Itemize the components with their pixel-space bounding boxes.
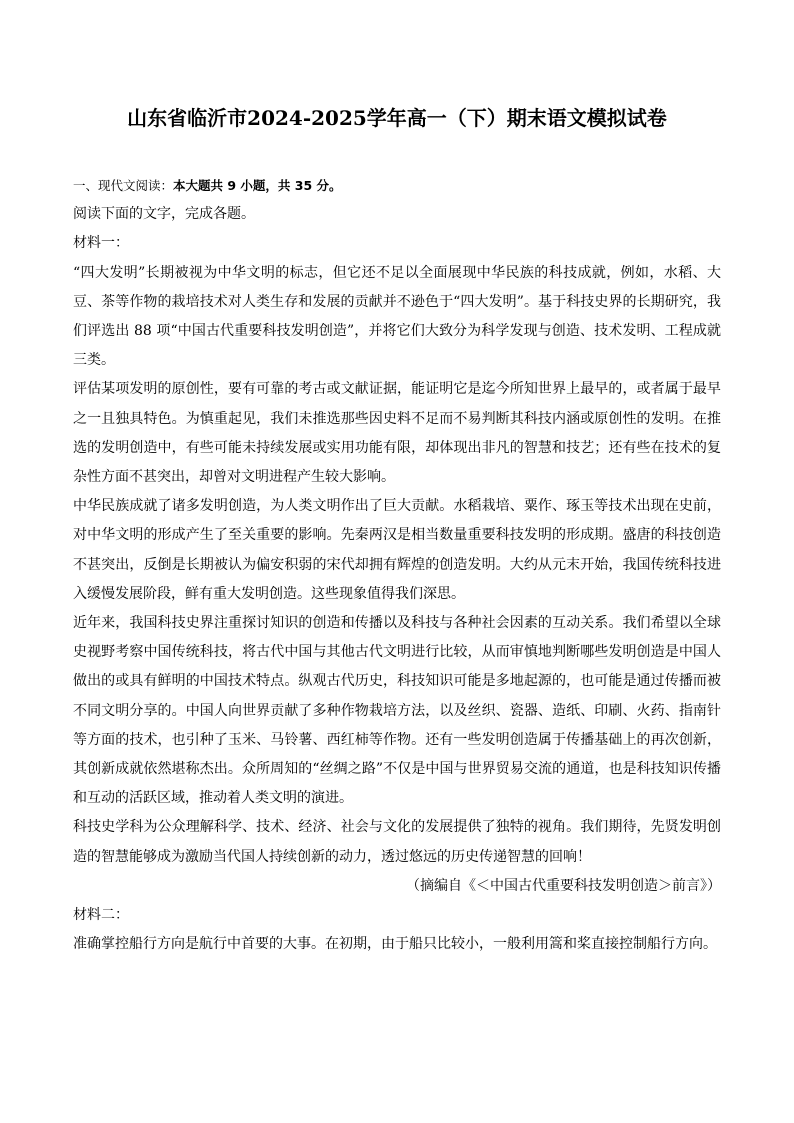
material-one-label: 材料一： xyxy=(73,235,129,252)
section-heading-prefix: 一、现代文阅读： xyxy=(73,178,174,193)
section-heading-detail: 本大题共 9 小题，共 35 分。 xyxy=(173,178,342,193)
material-two-label: 材料二： xyxy=(73,907,129,924)
section-heading xyxy=(73,171,721,200)
exam-title: 山东省临沂市2024-2025学年高一（下）期末语文模拟试卷 xyxy=(127,106,667,130)
material-one-paragraph-1: “四大发明”长期被视为中华文明的标志，但它还不足以全面展现中华民族的科技成就，例如，水稻、大豆、茶等作物的栽培技术对人类生存和发展的贡献并不逊色于“四大发明”。基于科技史界的长期研究，我们评选出 88 项“中国古代重要科技发明创造”，并将它们大致分为科学发现与创造、技术发明、工程成就三类。 xyxy=(73,264,721,369)
material-one-paragraph-5: 科技史学科为公众理解科学、技术、经济、社会与文化的发展提供了独特的视角。我们期待，先贤发明创造的智慧能够成为激励当代国人持续创新的动力，透过悠远的历史传递智慧的回响！ xyxy=(73,819,721,865)
reading-instruction: 阅读下面的文字，完成各题。 xyxy=(73,206,255,223)
exam-content xyxy=(73,171,721,959)
material-one-paragraph-4: 近年来，我国科技史界注重探讨知识的创造和传播以及科技与各种社会因素的互动关系。我们希望以全球史视野考察中国传统科技，将古代中国与其他古代文明进行比较，从而审慎地判断哪些发明创造是中国人做出的或具有鲜明的中国技术特点。纵观古代历史，科技知识可能是多地起源的，也可能是通过传播而被不同文明分享的。中国人向世界贡献了多种作物栽培方法，以及丝织、瓷器、造纸、印刷、火药、指南针等方面的技术，也引种了玉米、马铃薯、西红柿等作物。还有一些发明创造属于传播基础上的再次创新，其创新成就依然堪称杰出。众所周知的“丝绸之路”不仅是中国与世界贸易交流的通道，也是科技知识传播和互动的活跃区域，推动着人类文明的演进。 xyxy=(73,615,721,807)
material-one-paragraph-2: 评估某项发明的原创性，要有可靠的考古或文献证据，能证明它是迄今所知世界上最早的，或者属于最早之一且独具特色。为慎重起见，我们未推选那些因史料不足而不易判断其科技内涵或原创性的发明。在推选的发明创造中，有些可能未持续发展或实用功能有限，却体现出非凡的智慧和技艺；还有些在技术的复杂性方面不甚突出，却曾对文明进程产生较大影响。 xyxy=(73,381,721,486)
material-one-paragraph-3: 中华民族成就了诸多发明创造，为人类文明作出了巨大贡献。水稻栽培、粟作、琢玉等技术出现在史前，对中华文明的形成产生了至关重要的影响。先秦两汉是相当数量重要科技发明的形成期。盛唐的科技创造不甚突出，反倒是长期被认为偏安积弱的宋代却拥有辉煌的创造发明。大约从元末开始，我国传统科技进入缓慢发展阶段，鲜有重大发明创造。这些现象值得我们深思。 xyxy=(73,498,721,602)
material-two-paragraph-1: 准确掌控船行方向是航行中首要的大事。在初期，由于船只比较小，一般利用篙和桨直接控制船行方向。 xyxy=(73,936,717,953)
material-one-source: （摘编自《＜中国古代重要科技发明创造＞前言》） xyxy=(406,877,721,894)
